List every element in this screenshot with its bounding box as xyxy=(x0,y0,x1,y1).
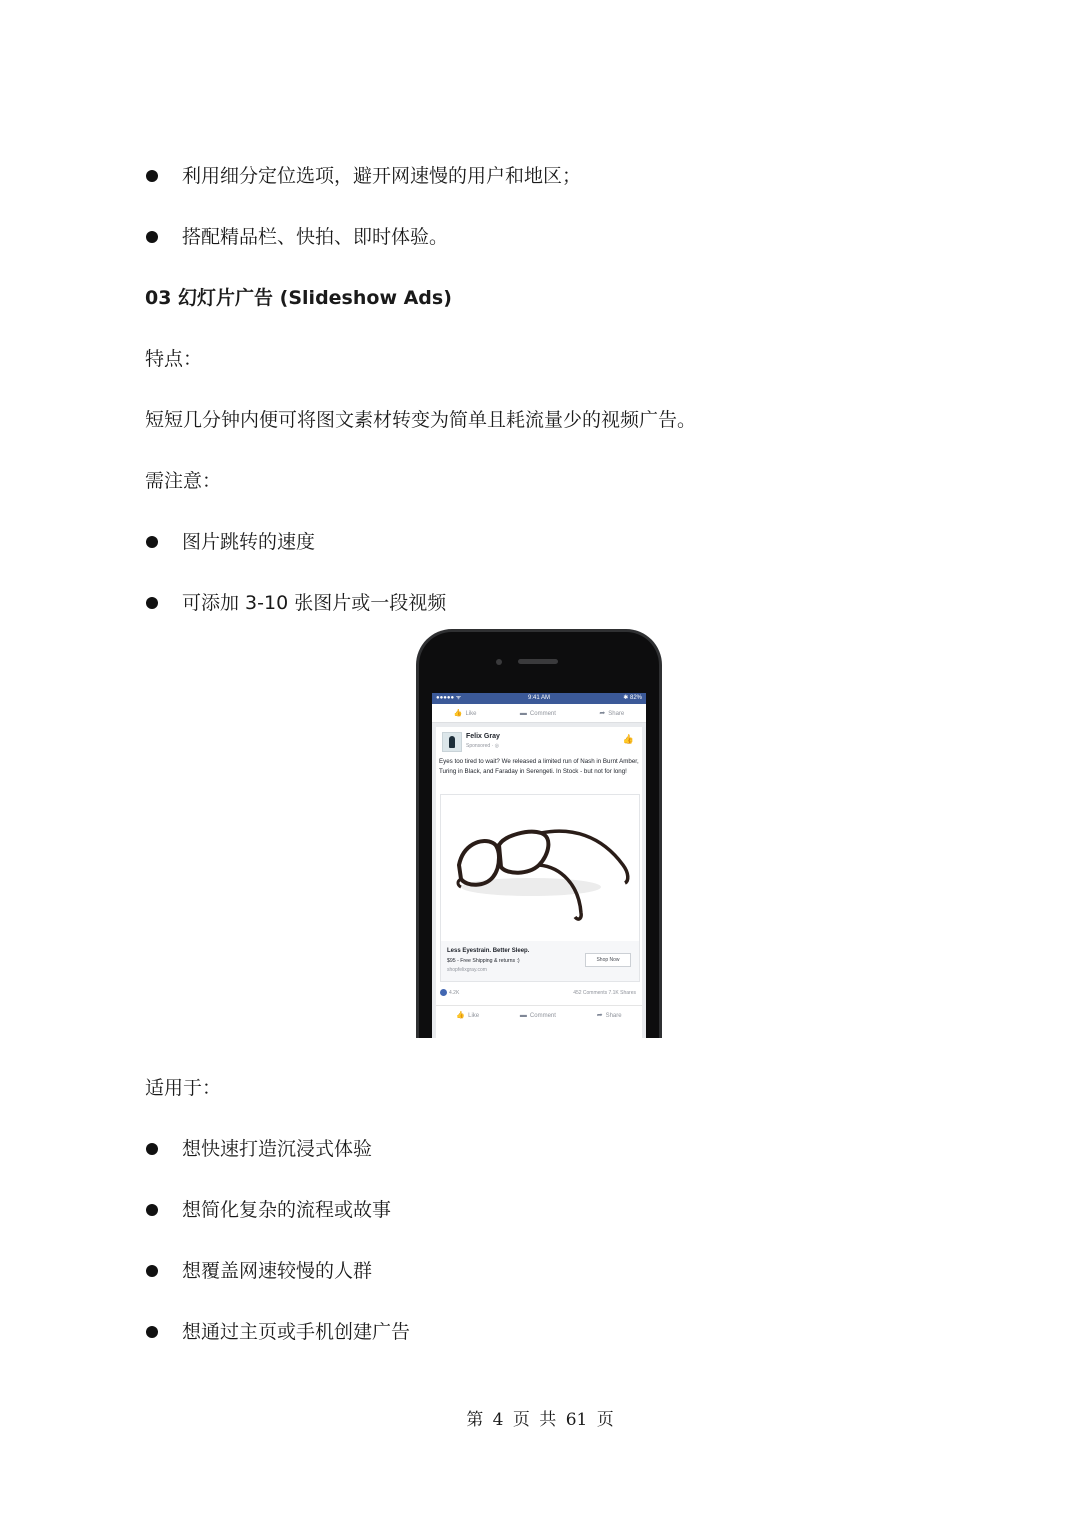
signal-icon: ●●●●● ᯤ xyxy=(436,695,462,701)
bullet-dot-icon xyxy=(146,170,158,182)
thumbs-up-icon: 👍 xyxy=(453,710,463,717)
bullet-dot-icon xyxy=(146,1326,158,1338)
link-preview[interactable] xyxy=(440,941,640,982)
bullet-dot-icon xyxy=(146,1143,158,1155)
like-page-icon[interactable]: 👍 xyxy=(622,734,634,744)
bullet-text: 图片跳转的速度 xyxy=(182,531,316,553)
bullet-text: 想简化复杂的流程或故事 xyxy=(182,1199,392,1221)
phone-screen xyxy=(432,693,646,1038)
status-time: 9:41 AM xyxy=(527,695,550,701)
thumbs-up-icon: 👍 xyxy=(456,1012,466,1019)
share-button[interactable]: ➦ Share xyxy=(599,710,625,717)
post-action-bar xyxy=(436,1005,642,1024)
bullet-dot-icon xyxy=(146,597,158,609)
link-domain: shopfelixgray.com xyxy=(447,967,487,973)
status-bar xyxy=(432,693,646,704)
bullet-dot-icon xyxy=(146,1265,158,1277)
like-button[interactable]: 👍 Like xyxy=(453,710,477,717)
like-button[interactable]: 👍 Like xyxy=(456,1012,480,1019)
comment-button[interactable]: ▬ Comment xyxy=(519,709,556,717)
bullet-text: 想快速打造沉浸式体验 xyxy=(182,1138,373,1160)
bullet-dot-icon xyxy=(146,536,158,548)
bullet-text: 搭配精品栏、快拍、即时体验。 xyxy=(182,226,449,248)
bullet-dot-icon xyxy=(146,1204,158,1216)
link-description: $95 - Free Shipping & returns :) xyxy=(447,958,520,964)
share-button[interactable]: ➦ Share xyxy=(596,1012,622,1019)
bullet-text: 想覆盖网速较慢的人群 xyxy=(182,1260,373,1282)
like-count[interactable]: 4.2K xyxy=(440,989,459,996)
share-arrow-icon: ➦ xyxy=(599,710,606,717)
features-label: 特点： xyxy=(145,348,203,370)
glasses-icon xyxy=(441,795,639,942)
comment-icon: ▬ xyxy=(519,1011,527,1019)
bullet-text: 利用细分定位选项，避开网速慢的用户和地区； xyxy=(182,165,582,187)
speaker-icon xyxy=(518,659,558,664)
phone-mockup xyxy=(416,629,662,1038)
use-label: 适用于： xyxy=(145,1077,222,1099)
page-footer: 第 4 页 共 61 页 xyxy=(466,1410,614,1430)
share-arrow-icon: ➦ xyxy=(596,1012,603,1019)
top-action-bar xyxy=(432,704,646,723)
sponsored-label: Sponsored · ◎ xyxy=(466,743,499,749)
bullet-dot-icon xyxy=(146,231,158,243)
bullet-text: 可添加 3-10 张图片或一段视频 xyxy=(182,592,447,614)
camera-icon xyxy=(496,659,502,665)
comment-share-count[interactable]: 452 Comments 7.1K Shares xyxy=(573,990,636,996)
features-text: 短短几分钟内便可将图文素材转变为简单且耗流量少的视频广告。 xyxy=(145,409,697,431)
page-avatar[interactable] xyxy=(442,732,462,752)
page-name[interactable]: Felix Gray xyxy=(466,733,500,740)
battery-icon: ✱ 82% xyxy=(623,695,642,701)
shop-now-button[interactable]: Shop Now xyxy=(585,953,631,967)
section-heading: 03 幻灯片广告 (Slideshow Ads) xyxy=(145,287,452,309)
bullet-text: 想通过主页或手机创建广告 xyxy=(182,1321,411,1343)
post-copy: Eyes too tired to wait? We released a limited run of Nash in Burnt Amber, Turing in Black, and Faraday in Serengeti. In Stock - but not for long! xyxy=(439,758,639,775)
comment-button[interactable]: ▬ Comment xyxy=(519,1011,556,1019)
notes-label: 需注意： xyxy=(145,470,222,492)
like-reaction-icon xyxy=(440,989,447,996)
comment-icon: ▬ xyxy=(519,709,527,717)
product-image[interactable] xyxy=(440,794,640,943)
ad-post xyxy=(436,727,642,1038)
link-title: Less Eyestrain. Better Sleep. xyxy=(447,948,530,954)
